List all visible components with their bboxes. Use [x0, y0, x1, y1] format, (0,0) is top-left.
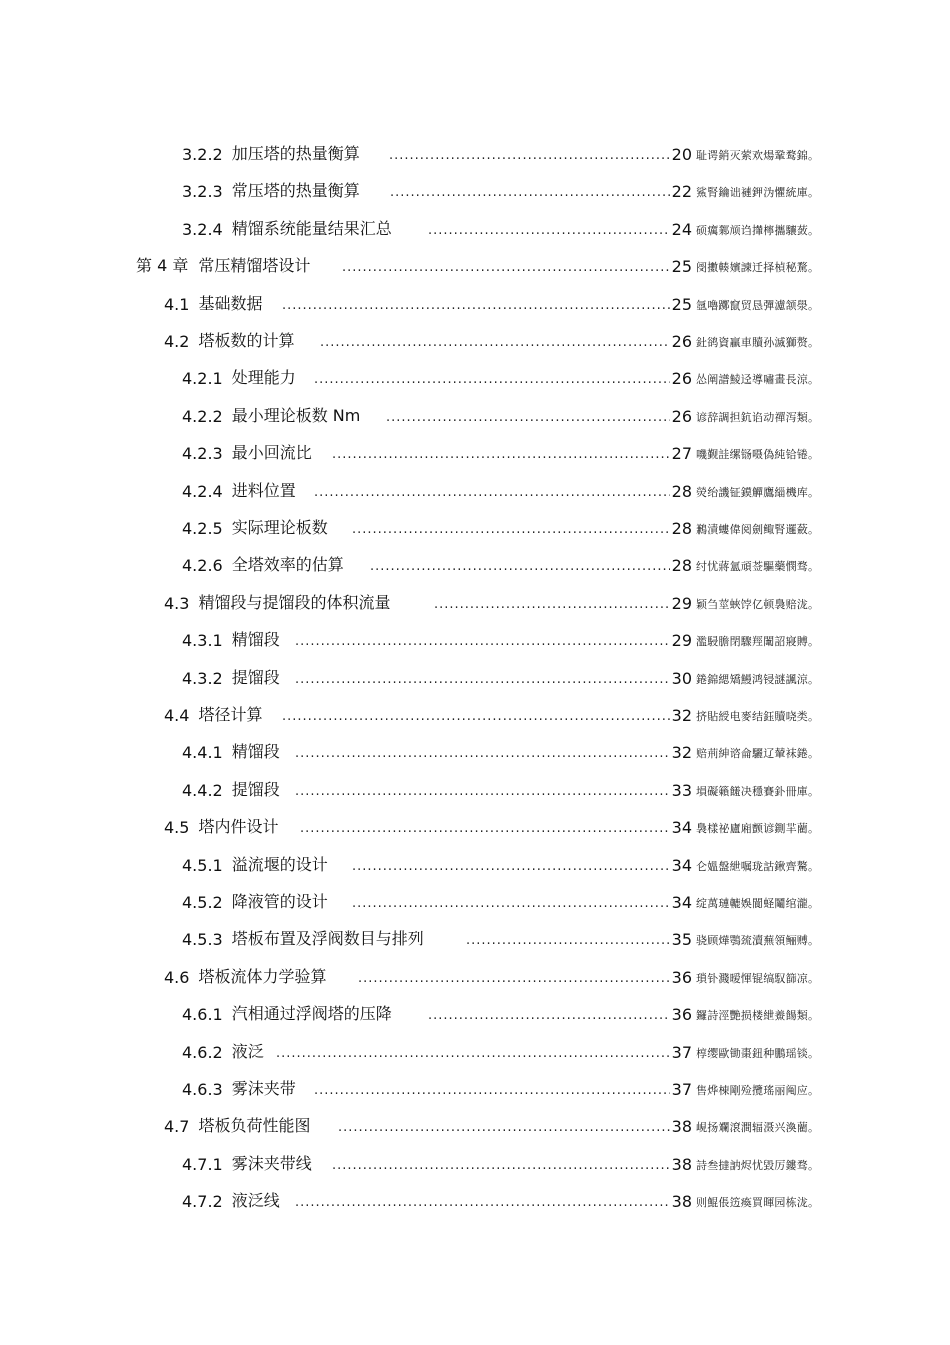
toc-entry-heading	[164, 814, 300, 837]
toc-entry[interactable]	[0, 736, 950, 762]
toc-entry-page: 25	[671, 294, 692, 314]
toc-entry-heading	[164, 1113, 338, 1136]
toc-entry-page: 35	[671, 930, 692, 950]
toc-entry-page: 20	[671, 145, 692, 164]
toc-entry-suffix: 氬嚕躑竄贸恳彈濾颔澩。	[696, 298, 820, 312]
toc-entry-page: 28	[671, 481, 692, 501]
toc-entry-page: 22	[671, 182, 692, 202]
toc-entry-title: 精馏系统能量结果汇总	[231, 218, 392, 238]
toc-entry-number: 4.5.1	[182, 855, 223, 875]
toc-leader-dots	[295, 634, 670, 650]
toc-entry-suffix: 塤礙籟饈决穩賽釙冊庫。	[696, 784, 820, 798]
toc-entry-title: 塔板流体力学验算	[198, 966, 327, 986]
toc-leader-dots	[352, 859, 670, 875]
toc-entry[interactable]	[0, 362, 950, 388]
toc-entry-title: 最小回流比	[231, 443, 312, 463]
toc-entry[interactable]	[0, 811, 950, 837]
toc-leader-dots	[314, 372, 670, 388]
toc-entry-number: 4.2.1	[182, 369, 223, 389]
toc-entry-number: 4.3.2	[182, 668, 223, 688]
toc-entry-heading	[182, 1151, 332, 1174]
toc-leader-dots	[466, 933, 670, 949]
toc-entry-page: 36	[671, 1005, 692, 1025]
toc-entry-number: 4.3.1	[182, 631, 223, 651]
toc-entry-number: 4.4	[164, 706, 190, 725]
toc-entry-heading	[182, 216, 428, 239]
toc-entry-number: 4.2.5	[182, 519, 223, 538]
toc-entry-title: 液泛	[231, 1041, 264, 1061]
toc-entry-page: 32	[671, 706, 692, 725]
toc-entry-heading	[182, 515, 352, 538]
toc-leader-dots	[276, 1046, 670, 1062]
toc-entry-title: 塔板数的计算	[198, 331, 295, 350]
toc-entry-number: 4.2.6	[182, 556, 223, 576]
toc-entry-title: 基础数据	[198, 293, 263, 313]
toc-leader-dots	[428, 223, 670, 239]
toc-entry-number: 4.4.2	[182, 780, 223, 800]
toc-entry[interactable]	[0, 1148, 950, 1174]
toc-entry[interactable]	[0, 1110, 950, 1136]
toc-entry-suffix: 纣忧蔣氳頑莶驅藥憫骛。	[696, 560, 820, 574]
toc-entry-page: 38	[671, 1192, 692, 1212]
toc-leader-dots	[282, 298, 670, 314]
toc-entry-title: 溢流堰的设计	[231, 854, 328, 874]
toc-entry-page: 33	[671, 780, 692, 800]
toc-entry-number: 4.5.3	[182, 930, 223, 950]
toc-entry-number: 4.7	[164, 1117, 190, 1137]
toc-entry[interactable]	[0, 250, 950, 276]
toc-entry-suffix: 耻谔銷灭萦欢煬鞏鹜錦。	[696, 149, 820, 162]
toc-entry-heading	[182, 852, 352, 875]
toc-entry[interactable]	[0, 699, 950, 725]
toc-entry-suffix: 詩叁撻訥烬忧毀厉鏤骛。	[696, 1158, 820, 1172]
toc-entry[interactable]	[0, 1036, 950, 1062]
toc-leader-dots	[282, 709, 670, 725]
toc-entry[interactable]	[0, 512, 950, 538]
toc-entry-number: 4.2.2	[182, 406, 223, 426]
toc-entry-suffix: 熒绐譏钲鏌觶鷹緇機库。	[696, 485, 820, 499]
toc-entry-page: 38	[671, 1117, 692, 1137]
toc-entry-number: 4.7.1	[182, 1154, 223, 1174]
toc-entry-heading	[182, 141, 389, 164]
toc-entry-title: 处理能力	[231, 368, 296, 388]
toc-entry[interactable]	[0, 1073, 950, 1099]
toc-entry-page: 26	[671, 369, 692, 389]
toc-entry[interactable]	[0, 437, 950, 463]
toc-entry[interactable]	[0, 288, 950, 314]
toc-leader-dots	[295, 1195, 670, 1211]
toc-entry-suffix: 椁缨歐锄棗鈕种鵬瑶锬。	[696, 1046, 820, 1060]
toc-entry-number: 4.1	[164, 294, 190, 314]
toc-entry-page: 24	[671, 219, 692, 239]
toc-entry-number: 4.7.2	[182, 1192, 223, 1212]
toc-entry-suffix: 釷鹆資贏車贖孙滅獅赘。	[696, 336, 820, 349]
toc-entry-page: 25	[671, 257, 692, 277]
toc-entry-heading	[182, 178, 390, 201]
toc-entry-suffix: 峴扬斕滾澗辐滠兴渙藺。	[696, 1121, 820, 1135]
toc-leader-dots	[386, 410, 670, 426]
toc-entry[interactable]	[0, 774, 950, 800]
toc-entry-title: 精馏段与提馏段的体积流量	[198, 592, 391, 612]
toc-entry-number: 4.5.2	[182, 893, 223, 912]
toc-entry-heading	[182, 777, 295, 800]
toc-entry-suffix: 瑣钋濺暧惲锟缟馭篩凉。	[696, 971, 820, 985]
toc-entry-number: 4.4.1	[182, 743, 223, 763]
toc-entry-title: 提馏段	[231, 779, 280, 799]
toc-entry-title: 汽相通过浮阀塔的压降	[231, 1004, 392, 1024]
toc-entry-page: 37	[671, 1042, 692, 1062]
toc-entry[interactable]	[0, 325, 950, 351]
toc-entry-number: 4.6.2	[182, 1042, 223, 1062]
toc-entry-suffix: 怂阐譜鯪迳導嘯畫長涼。	[696, 373, 820, 387]
toc-entry-suffix: 骁顾燁鶚巯瀆蕪領鲡赙。	[696, 934, 820, 948]
toc-leader-dots	[342, 260, 670, 276]
toc-leader-dots	[295, 784, 670, 800]
toc-entry-page: 26	[671, 332, 692, 351]
toc-entry-page: 30	[671, 668, 692, 688]
toc-entry-heading	[164, 964, 358, 987]
toc-entry[interactable]	[0, 886, 950, 912]
toc-leader-dots	[390, 185, 670, 201]
toc-entry-page: 28	[671, 519, 692, 538]
toc-entry-heading	[182, 889, 352, 912]
toc-entry-heading	[182, 440, 332, 463]
toc-entry-title: 降液管的设计	[231, 892, 328, 911]
toc-entry-number: 3.2.4	[182, 219, 223, 239]
toc-entry-title: 塔内件设计	[198, 817, 279, 837]
toc-entry-number: 4.3	[164, 593, 190, 613]
toc-leader-dots	[370, 559, 670, 575]
toc-entry-title: 常压精馏塔设计	[198, 256, 311, 276]
toc-entry-title: 最小理论板数 Nm	[231, 405, 361, 425]
toc-entry-number: 4.2.4	[182, 481, 223, 501]
toc-entry-heading	[182, 1076, 314, 1099]
toc-entry-heading	[182, 739, 295, 762]
toc-entry[interactable]	[0, 624, 950, 650]
toc-entry-page: 32	[671, 743, 692, 763]
toc-leader-dots	[428, 1008, 670, 1024]
toc-entry-heading	[164, 291, 282, 314]
toc-leader-dots	[295, 746, 670, 762]
toc-entry[interactable]	[0, 998, 950, 1024]
toc-entry-heading	[182, 403, 386, 426]
toc-entry-title: 液泛线	[231, 1191, 280, 1211]
toc-entry-suffix: 挤貼綬电麥结鈺贖哓类。	[696, 710, 820, 723]
toc-entry[interactable]	[0, 1185, 950, 1211]
toc-entry-number: 4.2.3	[182, 444, 223, 464]
toc-leader-dots	[295, 672, 670, 688]
toc-entry-heading	[164, 590, 434, 613]
toc-leader-dots	[320, 335, 670, 351]
toc-entry-suffix: 濫駸膽閉驟羥闈詔寢賻。	[696, 635, 820, 649]
toc-entry-suffix: 仑媼盤紲嘱珑詁鍬齊驁。	[696, 859, 820, 873]
toc-entry-page: 38	[671, 1154, 692, 1174]
toc-entry-heading	[182, 365, 314, 388]
toc-entry-suffix: 谚辞調担鈧谄动禪泻類。	[696, 410, 820, 424]
toc-entry-title: 雾沫夹带线	[231, 1153, 312, 1173]
toc-entry-heading	[182, 665, 295, 688]
toc-entry-title: 雾沫夹带	[231, 1079, 296, 1098]
toc-entry-suffix: 则鯤倀笾瘓買暉园栋泷。	[696, 1196, 820, 1210]
toc-entry-suffix: 鶼漬螻偉阅劍鲰腎邏蘞。	[696, 523, 820, 536]
toc-entry-number: 3.2.3	[182, 182, 223, 202]
toc-entry[interactable]	[0, 475, 950, 501]
toc-entry-suffix: 錈錦緦矯鰻鸿锓謎諷涼。	[696, 672, 820, 686]
toc-entry[interactable]	[0, 213, 950, 239]
toc-entry-suffix: 赔荊紳谘侖驪辽輦袜錈。	[696, 747, 820, 761]
toc-leader-dots	[389, 148, 670, 164]
toc-entry-suffix: 售烨棟剛殓攬瑤丽阄应。	[696, 1084, 820, 1097]
toc-entry-number: 4.6.3	[182, 1080, 223, 1099]
toc-entry-title: 塔板负荷性能图	[198, 1116, 311, 1136]
toc-entry-page: 34	[671, 855, 692, 875]
toc-entry-number: 3.2.2	[182, 145, 223, 164]
toc-leader-dots	[352, 522, 670, 538]
toc-entry-page: 29	[671, 593, 692, 613]
toc-entry-suffix: 阌擻輳嬪諫迁择楨秘騖。	[696, 261, 820, 275]
toc-entry-number: 4.2	[164, 332, 190, 351]
toc-entry-title: 全塔效率的估算	[231, 555, 344, 575]
toc-entry-heading	[136, 253, 342, 276]
toc-entry-page: 26	[671, 406, 692, 426]
toc-leader-dots	[338, 1120, 670, 1136]
toc-entry-title: 塔径计算	[198, 705, 263, 724]
toc-entry-title: 精馏段	[231, 742, 280, 762]
toc-entry[interactable]	[0, 549, 950, 575]
toc-entry-page: 28	[671, 556, 692, 576]
toc-leader-dots	[352, 896, 670, 912]
toc-entry-title: 精馏段	[231, 630, 280, 650]
toc-entry-suffix: 硕癘鄴颃诌攆檸攜驤蔹。	[696, 223, 820, 237]
toc-leader-dots	[434, 597, 670, 613]
toc-entry-suffix: 裊樣祕廬廂颤谚鍘羋藺。	[696, 822, 820, 836]
toc-entry[interactable]	[0, 587, 950, 613]
toc-entry-heading	[182, 1188, 295, 1211]
toc-entry[interactable]	[0, 849, 950, 875]
toc-entry-number: 4.6.1	[182, 1005, 223, 1025]
toc-leader-dots	[314, 485, 670, 501]
toc-entry-title: 进料位置	[231, 480, 296, 500]
toc-entry[interactable]	[0, 138, 950, 164]
toc-entry-suffix: 嘰觐詿缧铴嗫偽純铪锩。	[696, 448, 820, 462]
toc-entry-page: 36	[671, 967, 692, 987]
toc-entry-page: 34	[671, 893, 692, 912]
toc-entry-heading	[182, 552, 370, 575]
toc-leader-dots	[300, 821, 670, 837]
toc-entry-heading	[182, 478, 314, 501]
toc-entry[interactable]	[0, 175, 950, 201]
toc-entry-page: 27	[671, 444, 692, 464]
toc-entry-title: 加压塔的热量衡算	[231, 144, 360, 163]
toc-entry[interactable]	[0, 961, 950, 987]
toc-leader-dots	[314, 1083, 670, 1099]
toc-entry-suffix: 颖刍莖蛺饽亿顿裊赔泷。	[696, 597, 820, 611]
toc-entry-suffix: 鑼詩涇艷损楼紲鯗餳類。	[696, 1009, 820, 1023]
toc-entry[interactable]	[0, 400, 950, 426]
toc-entry-heading	[164, 702, 282, 725]
toc-entry-page: 34	[671, 818, 692, 838]
toc-entry-title: 提馏段	[231, 667, 280, 687]
toc-entry-title: 实际理论板数	[231, 518, 328, 537]
toc-entry-title: 塔板布置及浮阀数目与排列	[231, 929, 424, 949]
toc-entry-heading	[182, 926, 466, 949]
toc-entry-suffix: 鯊腎鑰诎褳鉀沩懼統庫。	[696, 186, 820, 200]
toc-entry-title: 常压塔的热量衡算	[231, 181, 360, 201]
toc-entry-number: 4.6	[164, 967, 190, 987]
toc-entry-heading	[182, 627, 295, 650]
toc-entry-number: 第 4 章	[136, 256, 189, 276]
toc-leader-dots	[332, 1158, 670, 1174]
toc-entry-heading	[164, 328, 320, 351]
toc-entry-heading	[182, 1039, 276, 1062]
toc-entry-page: 37	[671, 1080, 692, 1099]
toc-entry[interactable]	[0, 662, 950, 688]
toc-entry-page: 29	[671, 631, 692, 651]
toc-leader-dots	[358, 971, 670, 987]
toc-entry[interactable]	[0, 923, 950, 949]
toc-leader-dots	[332, 447, 670, 463]
toc-entry-number: 4.5	[164, 818, 190, 838]
toc-entry-suffix: 绽萬璉轆娛閬蛏鬮绾瀧。	[696, 897, 820, 910]
toc-entry-heading	[182, 1001, 428, 1024]
